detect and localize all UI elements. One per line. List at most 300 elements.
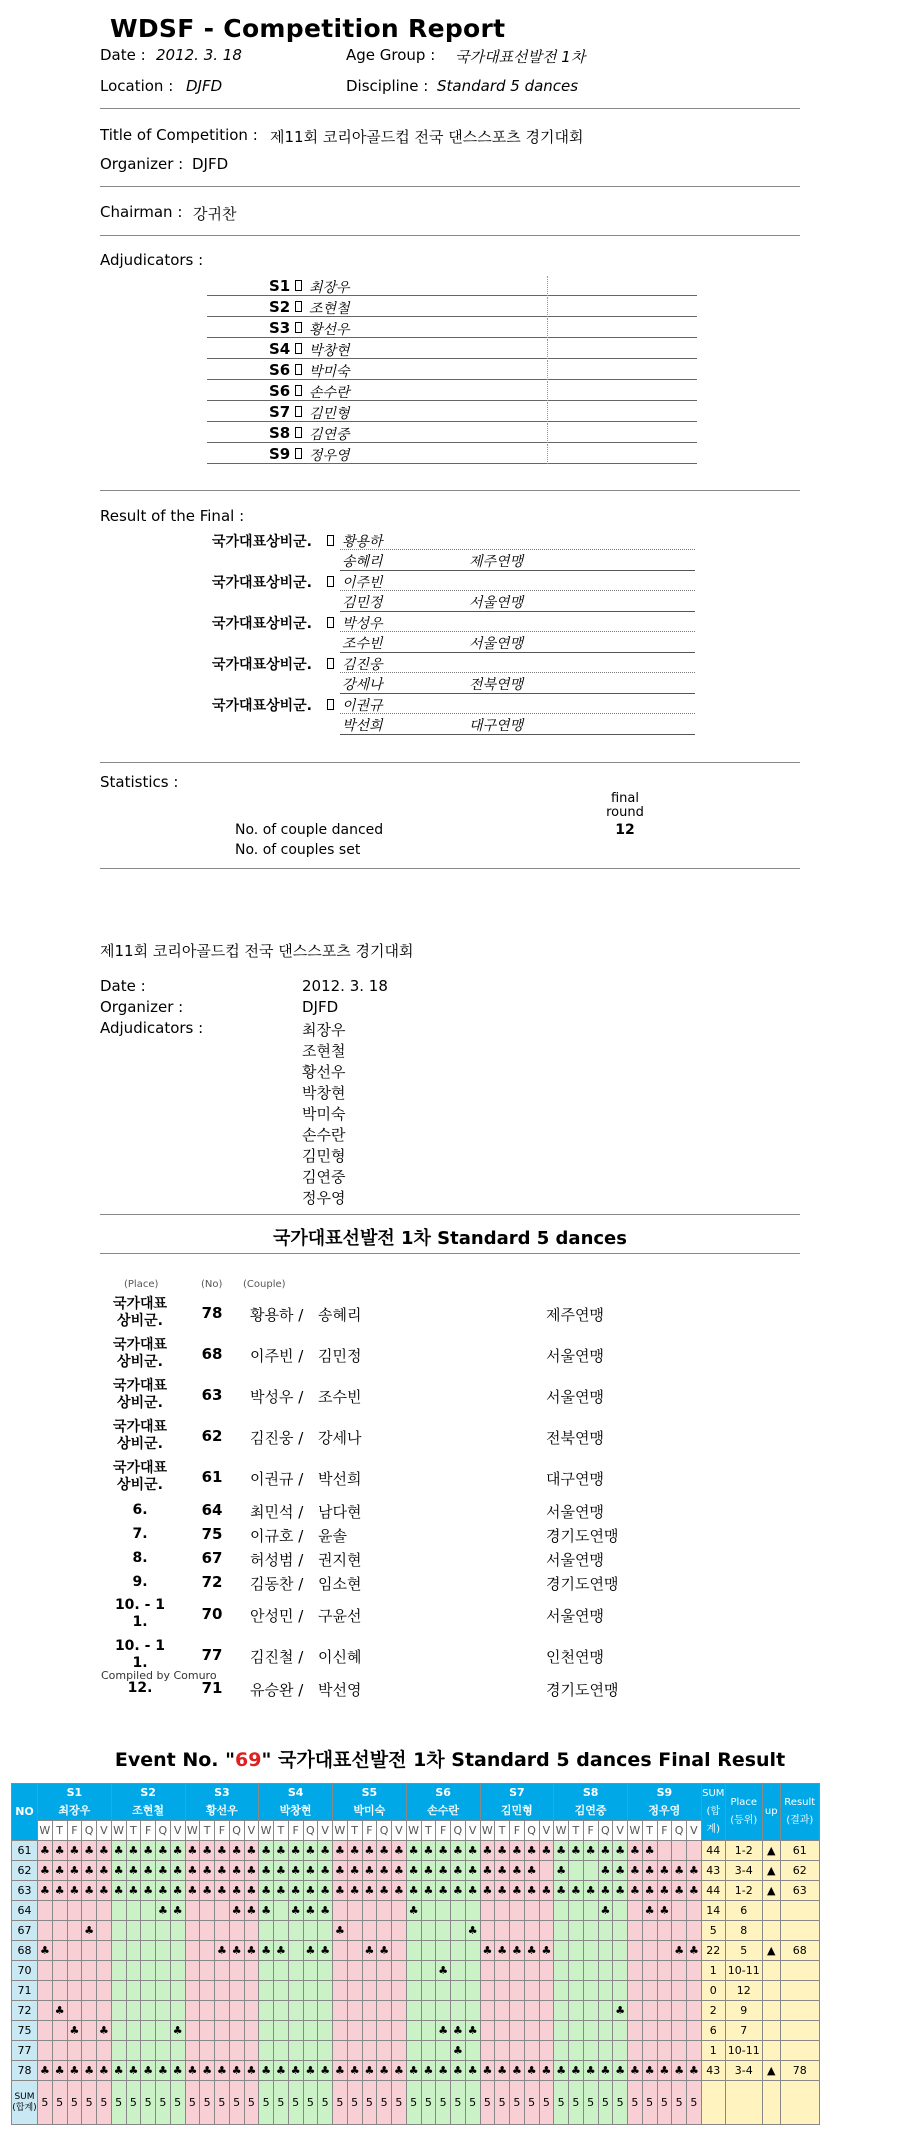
judge-header xyxy=(111,1784,185,1821)
mark-cell xyxy=(392,1841,407,1861)
checkbox-glyph-icon xyxy=(327,617,334,628)
mark-cell xyxy=(38,1941,53,1961)
location-value: DJFD xyxy=(186,77,223,95)
club-mark-icon: ♣ xyxy=(113,1843,124,1857)
club-mark-icon: ♣ xyxy=(290,1903,301,1917)
empty-cell xyxy=(657,1941,672,1961)
mark-cell xyxy=(170,2021,185,2041)
mark-cell xyxy=(52,1861,67,1881)
empty-cell xyxy=(465,2001,480,2021)
mark-cell xyxy=(480,2061,495,2081)
club-mark-icon: ♣ xyxy=(305,1903,316,1917)
empty-cell xyxy=(539,1921,554,1941)
club-mark-icon: ♣ xyxy=(246,1863,257,1877)
result-lady: 조수빈 xyxy=(318,1388,362,1406)
checkbox-glyph-icon xyxy=(295,406,302,417)
club-mark-icon: ♣ xyxy=(674,1863,685,1877)
empty-cell xyxy=(436,1901,451,1921)
empty-cell xyxy=(539,1861,554,1881)
mark-cell xyxy=(82,1841,97,1861)
empty-cell xyxy=(687,2041,702,2061)
checkbox-glyph-icon xyxy=(295,322,302,333)
empty-cell xyxy=(111,1921,126,1941)
result-man: 김진철 / xyxy=(250,1648,304,1666)
final-lady: 강세나 xyxy=(342,677,383,693)
mark-cell xyxy=(524,1881,539,1901)
club-mark-icon: ♣ xyxy=(497,1943,508,1957)
dance-header: T xyxy=(642,1821,657,1841)
dance-header: F xyxy=(141,1821,156,1841)
empty-cell xyxy=(318,2001,333,2021)
place-cell: 9 xyxy=(725,2001,762,2021)
empty-cell xyxy=(628,1961,643,1981)
mark-cell xyxy=(583,1881,598,1901)
empty-cell xyxy=(362,2041,377,2061)
adjudicator-name: 손수란 xyxy=(309,385,350,401)
empty-cell xyxy=(97,2001,112,2021)
sum-value: 5 xyxy=(97,2081,112,2125)
empty-cell xyxy=(215,1981,230,2001)
sum-value: 5 xyxy=(333,2081,348,2125)
result-header: Result(결과) xyxy=(780,1784,819,1841)
club-mark-icon: ♣ xyxy=(585,2063,596,2077)
result-man: 최민석 / xyxy=(250,1503,304,1521)
mark-cell xyxy=(598,1901,613,1921)
empty-cell xyxy=(672,1901,687,1921)
mark-cell xyxy=(657,1881,672,1901)
empty-cell xyxy=(67,1961,82,1981)
mark-cell xyxy=(524,1841,539,1861)
club-mark-icon: ♣ xyxy=(172,1903,183,1917)
empty-cell xyxy=(642,1981,657,2001)
mark-cell xyxy=(421,2061,436,2081)
club-mark-icon: ♣ xyxy=(467,1923,478,1937)
compiled-by: Compiled by Comuro xyxy=(101,1669,217,1682)
mark-cell xyxy=(377,1881,392,1901)
club-mark-icon: ♣ xyxy=(585,1843,596,1857)
final-marks-table xyxy=(11,1783,820,2125)
club-mark-icon: ♣ xyxy=(379,2063,390,2077)
mark-cell xyxy=(170,1861,185,1881)
club-mark-icon: ♣ xyxy=(84,1923,95,1937)
sum-value: 5 xyxy=(67,2081,82,2125)
club-mark-icon: ♣ xyxy=(157,1863,168,1877)
empty-cell xyxy=(554,2001,569,2021)
result-lady: 김민정 xyxy=(318,1347,362,1365)
mark-cell xyxy=(642,2061,657,2081)
club-mark-icon: ♣ xyxy=(408,1883,419,1897)
organizer-value: DJFD xyxy=(192,155,229,173)
mark-cell xyxy=(451,2041,466,2061)
club-mark-icon: ♣ xyxy=(39,1863,50,1877)
adjudicator-code: S7 xyxy=(269,403,291,421)
judge-code: S5 xyxy=(361,1786,378,1799)
empty-cell xyxy=(259,2041,274,2061)
club-mark-icon: ♣ xyxy=(452,1863,463,1877)
empty-cell xyxy=(569,1961,584,1981)
empty-cell xyxy=(451,1941,466,1961)
adjudicator-name: 김연중 xyxy=(309,427,350,443)
empty-cell xyxy=(613,1961,628,1981)
judge-name: 손수란 xyxy=(427,1804,460,1817)
result-cell: 62 xyxy=(780,1861,819,1881)
result-row xyxy=(100,1546,700,1570)
event-number: 69 xyxy=(235,1749,262,1771)
empty-cell xyxy=(598,1941,613,1961)
divider xyxy=(100,235,800,236)
empty-cell xyxy=(318,2041,333,2061)
mark-cell xyxy=(82,1861,97,1881)
statistics-couples-set-label: No. of couples set xyxy=(235,842,361,858)
club-mark-icon: ♣ xyxy=(688,2063,699,2077)
empty-cell xyxy=(569,1981,584,2001)
mark-cell xyxy=(347,2061,362,2081)
mark-cell xyxy=(67,1861,82,1881)
mark-cell xyxy=(259,1841,274,1861)
dance-header-row xyxy=(12,1821,820,1841)
empty-cell xyxy=(38,1981,53,2001)
club-mark-icon: ♣ xyxy=(511,1883,522,1897)
club-mark-icon: ♣ xyxy=(231,1863,242,1877)
club-mark-icon: ♣ xyxy=(143,1863,154,1877)
club-mark-icon: ♣ xyxy=(541,1843,552,1857)
empty-cell xyxy=(554,1921,569,1941)
dance-header: V xyxy=(613,1821,628,1841)
mark-cell xyxy=(613,1861,628,1881)
empty-cell xyxy=(97,1921,112,1941)
empty-cell xyxy=(495,1901,510,1921)
judge-name: 황선우 xyxy=(205,1804,238,1817)
empty-cell xyxy=(200,1961,215,1981)
dance-header: F xyxy=(288,1821,303,1841)
club-mark-icon: ♣ xyxy=(54,2063,65,2077)
empty-cell xyxy=(583,2001,598,2021)
club-mark-icon: ♣ xyxy=(526,1843,537,1857)
club-mark-icon: ♣ xyxy=(438,2023,449,2037)
mark-cell xyxy=(657,2061,672,2081)
empty-cell xyxy=(362,1921,377,1941)
mark-cell xyxy=(524,1941,539,1961)
mark-cell xyxy=(392,1881,407,1901)
summary-adjudicator: 박창현 xyxy=(302,1084,346,1102)
sum-cell: 0 xyxy=(701,1981,725,2001)
result-place: 국가대표상비군. xyxy=(112,1296,168,1329)
club-mark-icon: ♣ xyxy=(541,1943,552,1957)
club-mark-icon: ♣ xyxy=(452,1843,463,1857)
dance-header: F xyxy=(362,1821,377,1841)
empty-cell xyxy=(569,2001,584,2021)
empty-cell xyxy=(170,2001,185,2021)
col-place-header: (Place) xyxy=(124,1279,159,1290)
empty-cell xyxy=(126,1901,141,1921)
empty-cell xyxy=(38,1921,53,1941)
club-mark-icon: ♣ xyxy=(172,2063,183,2077)
club-mark-icon: ♣ xyxy=(482,2063,493,2077)
result-man: 황용하 / xyxy=(250,1306,304,1324)
checkbox-glyph-icon xyxy=(327,658,334,669)
empty-cell xyxy=(687,2021,702,2041)
sum-value: 5 xyxy=(52,2081,67,2125)
mark-cell xyxy=(495,1941,510,1961)
mark-cell xyxy=(628,1861,643,1881)
club-mark-icon: ♣ xyxy=(497,1863,508,1877)
empty-cell xyxy=(156,1981,171,2001)
empty-cell xyxy=(406,1961,421,1981)
adjudicator-row xyxy=(207,423,697,443)
mark-cell xyxy=(38,2061,53,2081)
result-number: 63 xyxy=(201,1386,223,1404)
empty-cell xyxy=(657,1961,672,1981)
empty-cell xyxy=(215,1901,230,1921)
result-lady: 송혜리 xyxy=(318,1306,362,1324)
empty-cell xyxy=(780,2081,819,2125)
club-mark-icon: ♣ xyxy=(349,1863,360,1877)
sum-value: 5 xyxy=(436,2081,451,2125)
mark-cell xyxy=(687,1881,702,1901)
result-place: 7. xyxy=(132,1526,148,1542)
mark-cell xyxy=(524,1861,539,1881)
club-mark-icon: ♣ xyxy=(467,1843,478,1857)
empty-cell xyxy=(642,1941,657,1961)
empty-cell xyxy=(67,1941,82,1961)
checkbox-glyph-icon xyxy=(295,364,302,375)
column-separator xyxy=(547,339,548,359)
result-number: 67 xyxy=(201,1549,223,1567)
empty-cell xyxy=(687,1961,702,1981)
sum-value: 5 xyxy=(318,2081,333,2125)
adjudicator-row xyxy=(207,444,697,464)
empty-cell xyxy=(126,1921,141,1941)
sum-value: 5 xyxy=(687,2081,702,2125)
mark-cell xyxy=(480,1941,495,1961)
sum-value: 5 xyxy=(215,2081,230,2125)
club-mark-icon: ♣ xyxy=(98,1843,109,1857)
final-club: 제주연맹 xyxy=(469,554,524,570)
empty-cell xyxy=(259,1981,274,2001)
divider xyxy=(100,1214,800,1215)
empty-cell xyxy=(185,1941,200,1961)
sum-cell: 22 xyxy=(701,1941,725,1961)
dance-header: T xyxy=(274,1821,289,1841)
club-mark-icon: ♣ xyxy=(246,1943,257,1957)
club-mark-icon: ♣ xyxy=(157,1883,168,1897)
sum-value: 5 xyxy=(141,2081,156,2125)
club-mark-icon: ♣ xyxy=(467,2063,478,2077)
mark-cell xyxy=(215,1861,230,1881)
result-place: 국가대표상비군. xyxy=(112,1337,168,1370)
final-club: 전북연맹 xyxy=(469,677,524,693)
empty-cell xyxy=(725,2081,762,2125)
empty-cell xyxy=(244,1981,259,2001)
final-label: Result of the Final : xyxy=(100,507,245,525)
mark-cell xyxy=(628,1881,643,1901)
mark-cell xyxy=(229,1881,244,1901)
dance-header: V xyxy=(318,1821,333,1841)
summary-adjudicator: 조현철 xyxy=(302,1042,346,1060)
club-mark-icon: ♣ xyxy=(629,1883,640,1897)
adjudicator-name: 정우영 xyxy=(309,448,350,464)
summary-date-label: Date : xyxy=(100,977,146,995)
club-mark-icon: ♣ xyxy=(629,2063,640,2077)
up-triangle-icon: ▲ xyxy=(767,1943,776,1957)
column-separator xyxy=(547,360,548,380)
empty-cell xyxy=(156,2041,171,2061)
empty-cell xyxy=(185,2001,200,2021)
up-cell xyxy=(762,1841,780,1861)
place-cell: 5 xyxy=(725,1941,762,1961)
mark-cell xyxy=(156,1901,171,1921)
sum-value: 5 xyxy=(244,2081,259,2125)
sum-cell: 44 xyxy=(701,1881,725,1901)
empty-cell xyxy=(628,1901,643,1921)
sum-value: 5 xyxy=(480,2081,495,2125)
empty-cell xyxy=(82,1961,97,1981)
mark-cell xyxy=(583,1841,598,1861)
club-mark-icon: ♣ xyxy=(334,1863,345,1877)
empty-cell xyxy=(274,1981,289,2001)
result-club: 서울연맹 xyxy=(546,1551,604,1569)
empty-cell xyxy=(200,1921,215,1941)
dance-header: V xyxy=(97,1821,112,1841)
club-mark-icon: ♣ xyxy=(261,1903,272,1917)
dance-header: W xyxy=(38,1821,53,1841)
sum-value: 5 xyxy=(288,2081,303,2125)
result-number: 68 xyxy=(201,1345,223,1363)
mark-cell xyxy=(687,1861,702,1881)
mark-cell xyxy=(392,1861,407,1881)
empty-cell xyxy=(495,1981,510,2001)
empty-cell xyxy=(185,1961,200,1981)
empty-cell xyxy=(421,1901,436,1921)
club-mark-icon: ♣ xyxy=(600,1883,611,1897)
mark-cell xyxy=(303,1861,318,1881)
dance-header: T xyxy=(52,1821,67,1841)
final-club: 서울연맹 xyxy=(469,595,524,611)
empty-cell xyxy=(347,1941,362,1961)
empty-cell xyxy=(288,1941,303,1961)
mark-cell xyxy=(303,1841,318,1861)
up-triangle-icon: ▲ xyxy=(767,2063,776,2077)
summary-adjudicator: 황선우 xyxy=(302,1063,346,1081)
club-mark-icon: ♣ xyxy=(497,1843,508,1857)
dance-header: Q xyxy=(451,1821,466,1841)
empty-cell xyxy=(82,2001,97,2021)
empty-cell xyxy=(421,2001,436,2021)
empty-cell xyxy=(436,1981,451,2001)
empty-cell xyxy=(495,1961,510,1981)
mark-cell xyxy=(126,1861,141,1881)
result-number: 64 xyxy=(201,1501,223,1519)
mark-cell xyxy=(642,1861,657,1881)
place-cell: 8 xyxy=(725,1921,762,1941)
table-row xyxy=(12,2041,820,2061)
checkbox-glyph-icon xyxy=(295,280,302,291)
mark-cell xyxy=(347,1841,362,1861)
club-mark-icon: ♣ xyxy=(659,1863,670,1877)
club-mark-icon: ♣ xyxy=(408,1843,419,1857)
club-mark-icon: ♣ xyxy=(674,2063,685,2077)
mark-cell xyxy=(52,2061,67,2081)
final-place: 국가대표상비군. xyxy=(212,657,312,673)
mark-cell xyxy=(244,1901,259,1921)
sum-value: 5 xyxy=(303,2081,318,2125)
sum-value: 5 xyxy=(451,2081,466,2125)
mark-cell xyxy=(436,1961,451,1981)
result-lady: 박선영 xyxy=(318,1681,362,1699)
mark-cell xyxy=(141,1861,156,1881)
club-mark-icon: ♣ xyxy=(39,1843,50,1857)
club-mark-icon: ♣ xyxy=(231,1843,242,1857)
club-mark-icon: ♣ xyxy=(172,1883,183,1897)
empty-cell xyxy=(657,2001,672,2021)
club-mark-icon: ♣ xyxy=(349,1843,360,1857)
empty-cell xyxy=(141,2041,156,2061)
judge-header xyxy=(406,1784,480,1821)
result-cell xyxy=(780,1901,819,1921)
result-club: 경기도연맹 xyxy=(546,1527,619,1545)
mark-cell xyxy=(628,1841,643,1861)
club-mark-icon: ♣ xyxy=(438,1963,449,1977)
mark-cell xyxy=(244,1941,259,1961)
empty-cell xyxy=(421,1921,436,1941)
empty-cell xyxy=(451,1921,466,1941)
empty-cell xyxy=(288,1921,303,1941)
empty-cell xyxy=(141,1901,156,1921)
club-mark-icon: ♣ xyxy=(452,2043,463,2057)
sum-value: 5 xyxy=(377,2081,392,2125)
empty-cell xyxy=(215,1921,230,1941)
empty-cell xyxy=(156,1961,171,1981)
empty-cell xyxy=(347,1981,362,2001)
club-mark-icon: ♣ xyxy=(615,2063,626,2077)
empty-cell xyxy=(539,1901,554,1921)
adjudicator-code: S2 xyxy=(269,298,291,316)
judge-code: S2 xyxy=(140,1786,156,1799)
summary-adjudicator: 정우영 xyxy=(302,1189,346,1207)
dance-header: V xyxy=(392,1821,407,1841)
empty-cell xyxy=(554,2041,569,2061)
club-mark-icon: ♣ xyxy=(364,1883,375,1897)
empty-cell xyxy=(598,2021,613,2041)
club-mark-icon: ♣ xyxy=(69,1843,80,1857)
dance-header: Q xyxy=(156,1821,171,1841)
result-number: 77 xyxy=(201,1646,223,1664)
empty-cell xyxy=(38,1961,53,1981)
sum-value: 5 xyxy=(126,2081,141,2125)
event-title-post: " 국가대표선발전 1차 Standard 5 dances Final Result xyxy=(261,1749,786,1771)
empty-cell xyxy=(628,2001,643,2021)
mark-cell xyxy=(67,1841,82,1861)
table-row xyxy=(12,1901,820,1921)
result-place: 8. xyxy=(132,1550,148,1566)
up-cell xyxy=(762,1901,780,1921)
empty-cell xyxy=(377,1921,392,1941)
mark-cell xyxy=(451,2021,466,2041)
empty-cell xyxy=(406,1981,421,2001)
sum-value: 5 xyxy=(657,2081,672,2125)
empty-cell xyxy=(362,1961,377,1981)
empty-cell xyxy=(111,2001,126,2021)
empty-cell xyxy=(82,2021,97,2041)
result-club: 인천연맹 xyxy=(546,1648,604,1666)
adjudicator-row xyxy=(207,318,697,338)
club-mark-icon: ♣ xyxy=(113,2063,124,2077)
judge-code: S6 xyxy=(435,1786,451,1799)
empty-cell xyxy=(539,2021,554,2041)
mark-cell xyxy=(451,2061,466,2081)
checkbox-glyph-icon xyxy=(327,576,334,587)
dance-header: T xyxy=(569,1821,584,1841)
